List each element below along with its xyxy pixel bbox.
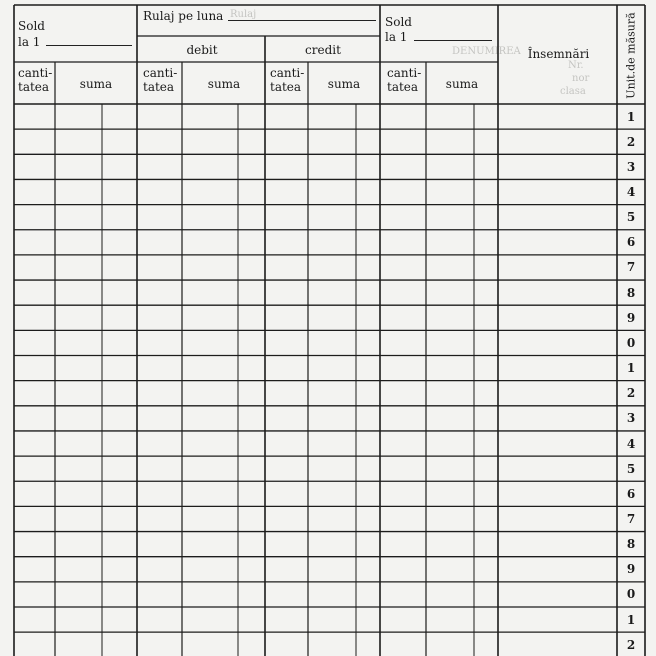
row-number-11: 1 [626,361,636,376]
bleed-denumirea: DENUMIREA [452,46,521,57]
col-qty-2-line2: tatea [143,80,175,94]
bleed-nr: Nr. [568,60,584,71]
row-number-17: 7 [626,511,636,526]
row-number-4: 4 [626,185,636,200]
row-number-14: 4 [626,436,636,451]
sold-start-line2: la 1 [18,35,41,49]
row-number-10: 0 [626,335,636,350]
col-qty-4-line1: canti- [387,66,422,80]
col-qty-2-line1: canti- [143,66,178,80]
col-sum-3: suma [327,77,361,91]
col-sum-2: suma [207,77,241,91]
row-number-22: 2 [626,637,636,652]
rulaj-label: Rulaj pe luna [143,9,224,23]
bleed-nor: nor [572,73,590,84]
sold-start-line1: Sold [18,19,45,33]
col-sum-1: suma [79,77,113,91]
row-number-6: 6 [626,235,636,250]
row-number-12: 2 [626,386,636,401]
insemnari-label: Însemnări [527,47,590,61]
col-qty-1-line1: canti- [18,66,53,80]
col-sum-4: suma [445,77,479,91]
row-number-21: 1 [626,612,636,627]
unit-measure-label: Unit.de măsură [624,11,638,99]
row-number-1: 1 [626,109,636,124]
bleed-rulaj: Rulaj [230,9,257,20]
row-number-15: 5 [626,461,636,476]
sold-start-date-field[interactable] [46,45,132,46]
rulaj-month-field[interactable] [228,20,376,21]
row-number-8: 8 [626,285,636,300]
row-number-18: 8 [626,537,636,552]
sold-end-line1: Sold [385,15,412,29]
row-number-7: 7 [626,260,636,275]
col-qty-3-line2: tatea [270,80,302,94]
credit-label: credit [305,43,341,57]
debit-label: debit [186,43,218,57]
row-number-2: 2 [626,134,636,149]
row-number-9: 9 [626,310,636,325]
col-qty-4-line2: tatea [387,80,419,94]
bleed-clasa: clasa [560,86,586,97]
unit-measure-header [619,5,643,105]
row-number-19: 9 [626,562,636,577]
sold-end-date-field[interactable] [414,40,492,41]
col-qty-3-line1: canti- [270,66,305,80]
row-number-16: 6 [626,486,636,501]
row-number-5: 5 [626,210,636,225]
sold-end-line2: la 1 [385,30,408,44]
row-number-13: 3 [626,411,636,426]
row-number-3: 3 [626,159,636,174]
col-qty-1-line2: tatea [18,80,50,94]
row-number-20: 0 [626,587,636,602]
